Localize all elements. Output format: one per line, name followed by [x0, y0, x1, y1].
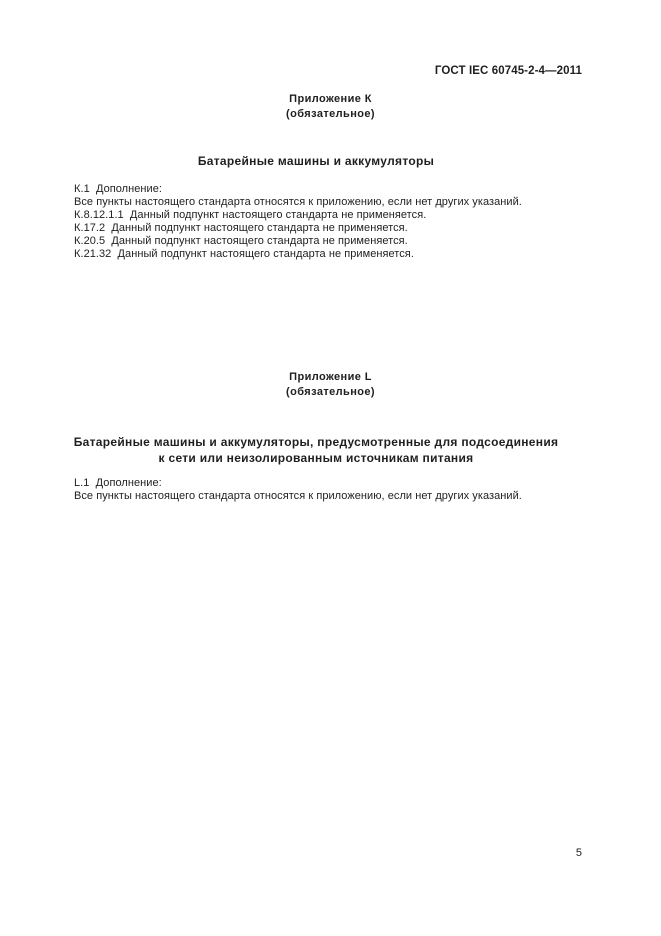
- appendix-l-title: [0, 434, 632, 466]
- appendix-k-title: [0, 153, 632, 169]
- appendix-k-body: [74, 183, 631, 261]
- body-line: Все пункты настоящего стандарта относятся к приложению, если нет других указаний.: [74, 196, 522, 208]
- page-number: 5: [575, 847, 582, 859]
- document-code: ГОСТ IEC 60745-2-4—2011: [434, 65, 582, 77]
- appendix-k-heading: [0, 92, 661, 122]
- body-line: L.1 Дополнение:: [74, 477, 162, 489]
- appendix-k-title-line: Батарейные машины и аккумуляторы: [197, 154, 435, 168]
- appendix-l-title-line: Батарейные машины и аккумуляторы, предусмотренные для подсоединения: [73, 435, 559, 449]
- body-line: К.1 Дополнение:: [74, 183, 163, 195]
- body-line: Все пункты настоящего стандарта относятся к приложению, если нет других указаний.: [74, 490, 522, 502]
- appendix-k-label: Приложение К: [289, 93, 372, 105]
- appendix-l-type: (обязательное): [286, 386, 375, 398]
- appendix-l-title-line: к сети или неизолированным источникам питания: [158, 451, 474, 465]
- body-line: К.8.12.1.1 Данный подпункт настоящего стандарта не применяется.: [74, 209, 427, 221]
- appendix-k-type: (обязательное): [286, 108, 375, 120]
- appendix-l-label: Приложение L: [289, 371, 372, 383]
- appendix-l-heading: [0, 370, 661, 400]
- body-line: К.20.5 Данный подпункт настоящего стандарта не применяется.: [74, 235, 408, 247]
- body-line: К.17.2 Данный подпункт настоящего стандарта не применяется.: [74, 222, 408, 234]
- body-line: К.21.32 Данный подпункт настоящего стандарта не применяется.: [74, 248, 414, 260]
- appendix-l-body: [74, 477, 631, 503]
